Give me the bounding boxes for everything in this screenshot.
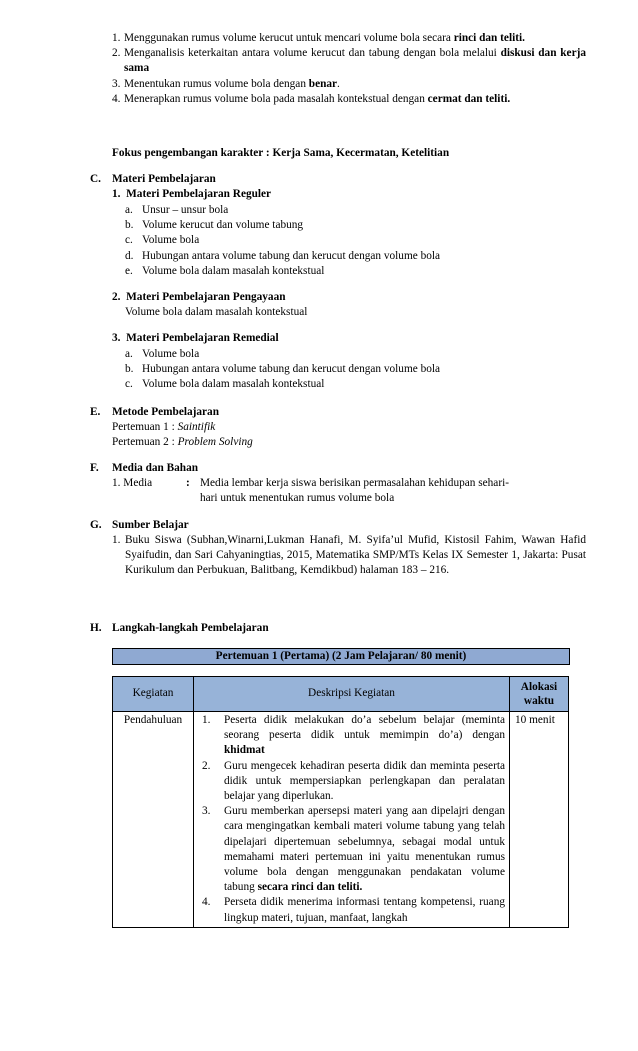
section-letter: H.: [90, 622, 102, 634]
header-kegiatan: [113, 677, 194, 712]
cell-waktu: [510, 712, 569, 928]
list-item: [125, 233, 440, 248]
step-number: 4.: [202, 896, 211, 909]
objective-text: [124, 31, 586, 46]
section-letter: C.: [90, 173, 101, 185]
list-text: Volume kerucut dan volume tabung: [142, 219, 304, 232]
time-allocation: 10 menit: [515, 714, 555, 726]
header-label: Kegiatan: [132, 687, 174, 700]
bold-text: cermat dan teliti.: [427, 92, 511, 105]
list-letter: c.: [125, 378, 133, 391]
bold-text: khidmat: [224, 744, 265, 757]
text-run: Guru memberkan apersepsi materi yang aan dipelajri dengan cara mengingatkan kembali materi volume tabung yang telah dipelajari dipertemuan sebelumnya, sebagai modal untuk memahami materi pertemuan ini yaitu menentukan rumus volume bola dengan menggunakan pendakatan volume tabung: [224, 805, 505, 894]
section-letter: E.: [90, 406, 101, 418]
list-item: [125, 347, 440, 362]
section-title: Materi Pembelajaran: [112, 173, 216, 185]
list-item: [125, 264, 440, 279]
method-meeting-2: [112, 435, 253, 450]
activity-table: [112, 676, 569, 928]
meeting-label: Pertemuan 2 :: [112, 436, 178, 448]
section-e-heading: [90, 405, 219, 420]
header-label: Alokasi waktu: [520, 681, 558, 707]
method-meeting-1: [112, 420, 215, 435]
list-letter: a.: [125, 348, 133, 360]
section-letter: G.: [90, 519, 102, 531]
text-run: Guru mengecek kehadiran peserta didik dan meminta peserta didik untuk mempersiapkan perlengkapan dan peralatan belajar yang diperlukan.: [224, 759, 505, 803]
source-number: 1.: [112, 534, 121, 546]
subsection-number: 2.: [112, 291, 121, 303]
list-letter: e.: [125, 264, 133, 277]
table-row: [113, 712, 569, 928]
media-description-line1: Media lembar kerja siswa berisikan permasalahan kehidupan sehari-: [200, 477, 509, 489]
activity-step: [202, 713, 505, 759]
section-title: Langkah-langkah Pembelajaran: [112, 622, 269, 634]
remedial-items: [125, 347, 440, 393]
section-c-heading: [90, 172, 216, 187]
list-text: Volume bola dalam masalah kontekstual: [142, 264, 325, 277]
section-h-heading: [90, 621, 269, 636]
objectives-list: [112, 31, 586, 107]
meeting-label: Pertemuan 1 :: [112, 421, 178, 433]
objective-text: [124, 92, 586, 107]
bold-text: rinci dan teliti.: [453, 32, 525, 44]
objective-number: 2.: [112, 47, 121, 60]
objective-number: 3.: [112, 77, 121, 90]
list-text: Volume bola: [142, 348, 200, 360]
media-colon: :: [186, 477, 190, 489]
objective-text: [124, 46, 586, 76]
enrichment-text: Volume bola dalam masalah kontekstual: [125, 306, 308, 318]
step-number: 1.: [202, 714, 211, 726]
bold-text: benar: [308, 77, 338, 90]
activity-step: [202, 804, 505, 895]
header-label: Deskripsi Kegiatan: [308, 687, 395, 700]
step-text: [224, 759, 505, 805]
text-run: .: [337, 77, 340, 90]
meeting-method: Saintifik: [177, 421, 216, 433]
header-deskripsi: [194, 677, 510, 712]
objective-number: 4.: [112, 92, 121, 105]
character-focus: Fokus pengembangan karakter : Kerja Sama, Kecermatan, Ketelitian: [112, 147, 450, 159]
objective-item: [112, 46, 586, 76]
objective-number: 1.: [112, 32, 121, 44]
list-item: [125, 362, 440, 377]
source-item: [112, 533, 586, 579]
section-title: Sumber Belajar: [112, 519, 189, 531]
list-text: Volume bola dalam masalah kontekstual: [142, 378, 325, 391]
section-f-heading: [90, 461, 198, 476]
subsection-title: Materi Pembelajaran Reguler: [126, 188, 272, 200]
subsection-remedial: [112, 331, 279, 346]
cell-deskripsi: [194, 712, 510, 928]
section-g-heading: [90, 518, 189, 533]
media-label: 1. Media: [112, 477, 153, 489]
activity-phase: Pendahuluan: [123, 714, 183, 726]
step-number: 2.: [202, 759, 211, 772]
list-item: [125, 249, 440, 264]
meeting-header-text: Pertemuan 1 (Pertama) (2 Jam Pelajaran/ 80 menit): [215, 650, 467, 662]
list-item: [125, 377, 440, 392]
bold-text: diskusi dan kerja sama: [124, 47, 586, 75]
text-run: Perseta didik menerima informasi tentang kompetensi, ruang lingkup materi, tujuan, manfaat, langkah: [224, 896, 505, 924]
list-text: Unsur – unsur bola: [142, 204, 229, 216]
source-text: Buku Siswa (Subhan,Winarni,Lukman Hanafi, M. Syifa’ul Mufid, Kistosil Fahim, Wawan Hafid Syaifudin, dan Sari Cahyaningtias, 2015, Matematika SMP/MTs Kelas IX Semester 1, Jakarta: Pusat Kurikulum dan Perbukuan, Balitbang, Kemdikbud) halaman 183 – 216.: [125, 534, 586, 577]
text-run: Menentukan rumus volume bola dengan: [124, 77, 309, 90]
activity-step: [202, 895, 505, 925]
objective-text: [124, 77, 586, 92]
list-letter: b.: [125, 363, 134, 376]
list-item: [125, 218, 440, 233]
header-alokasi: [510, 677, 569, 712]
text-run: Menganalisis keterkaitan antara volume kerucut dan tabung dengan bola melalui: [124, 47, 501, 60]
subsection-number: 3.: [112, 332, 121, 344]
list-letter: c.: [125, 234, 133, 247]
media-description-line2: hari untuk menentukan rumus volume bola: [200, 492, 395, 504]
section-letter: F.: [90, 462, 99, 474]
text-run: Menerapkan rumus volume bola pada masalah kontekstual dengan: [124, 92, 428, 105]
step-text: [224, 804, 505, 895]
list-text: Hubungan antara volume tabung dan kerucut dengan volume bola: [142, 363, 441, 376]
text-run: Menggunakan rumus volume kerucut untuk mencari volume bola secara: [124, 32, 454, 44]
objective-item: [112, 92, 586, 107]
list-text: Hubungan antara volume tabung dan kerucut dengan volume bola: [142, 249, 441, 262]
list-letter: d.: [125, 249, 134, 262]
regular-items: [125, 203, 440, 279]
objective-item: [112, 31, 586, 46]
section-title: Metode Pembelajaran: [112, 406, 219, 418]
step-text: [224, 895, 505, 925]
table-header-row: [113, 677, 569, 712]
step-text: [224, 713, 505, 759]
subsection-enrichment: [112, 290, 286, 305]
meeting-header-bar: [112, 648, 570, 665]
list-text: Volume bola: [142, 234, 200, 247]
list-letter: a.: [125, 204, 133, 216]
meeting-method: Problem Solving: [177, 436, 253, 448]
text-run: Peserta didik melakukan do’a sebelum belajar (meminta seorang peserta didik untuk memimpin do’a) dengan: [224, 714, 505, 742]
subsection-title: Materi Pembelajaran Remedial: [126, 332, 279, 344]
subsection-number: 1.: [112, 188, 121, 200]
subsection-title: Materi Pembelajaran Pengayaan: [126, 291, 286, 303]
cell-kegiatan: [113, 712, 194, 928]
bold-text: secara rinci dan teliti.: [257, 881, 363, 894]
section-title: Media dan Bahan: [112, 462, 199, 474]
subsection-regular: [112, 187, 271, 202]
step-number: 3.: [202, 805, 211, 818]
objective-item: [112, 77, 586, 92]
list-item: [125, 203, 440, 218]
activity-step: [202, 759, 505, 805]
list-letter: b.: [125, 219, 134, 232]
